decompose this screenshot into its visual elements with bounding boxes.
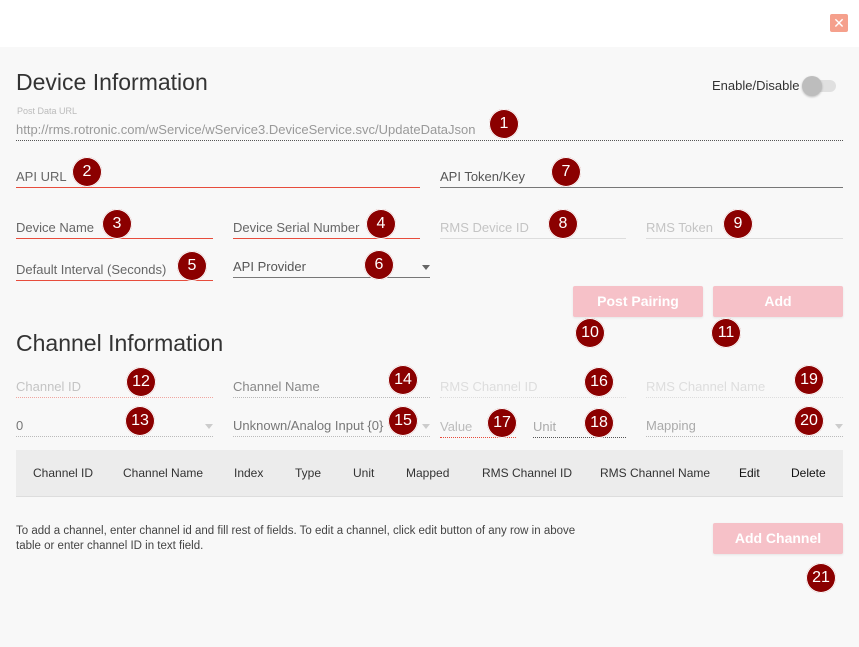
- value-field-label: Value: [440, 419, 473, 434]
- callout-badge-6: 6: [364, 250, 394, 280]
- device-name-label: Device Name: [16, 220, 95, 235]
- mapping-select-label: Mapping: [646, 418, 696, 433]
- post-data-url-value: http://rms.rotronic.com/wService/wService3.DeviceService.svc/UpdateDataJson: [16, 122, 476, 137]
- callout-badge-8: 8: [548, 209, 578, 239]
- type-select-value: Unknown/Analog Input {0}: [233, 418, 384, 433]
- api-token-field[interactable]: [440, 164, 843, 188]
- th-unit[interactable]: Unit: [353, 466, 375, 480]
- th-rms-channel-id[interactable]: RMS Channel ID: [482, 466, 573, 480]
- add-channel-button[interactable]: Add Channel: [713, 523, 843, 554]
- th-type[interactable]: Type: [295, 466, 322, 480]
- channel-help-text: To add a channel, enter channel id and fill rest of fields. To edit a channel, click edit button of any row in above table or enter channel ID in text field.: [16, 525, 576, 552]
- api-url-label: API URL: [16, 169, 67, 184]
- default-interval-label: Default Interval (Seconds): [16, 262, 167, 277]
- callout-badge-7: 7: [551, 157, 581, 187]
- rms-device-id-field[interactable]: [440, 215, 626, 239]
- th-delete: Delete: [791, 466, 826, 480]
- callout-badge-13: 13: [125, 406, 155, 436]
- channel-id-field[interactable]: [16, 374, 213, 398]
- close-icon[interactable]: ✕: [830, 14, 848, 32]
- dialog-top-bar: [0, 0, 859, 47]
- callout-badge-18: 18: [584, 408, 614, 438]
- api-provider-select[interactable]: [233, 254, 430, 278]
- callout-badge-19: 19: [794, 365, 824, 395]
- post-pairing-button[interactable]: Post Pairing: [573, 286, 703, 317]
- add-device-button[interactable]: Add: [713, 286, 843, 317]
- post-data-url-label: Post Data URL: [17, 106, 78, 116]
- chevron-down-icon: [422, 424, 430, 429]
- callout-badge-21: 21: [806, 563, 836, 593]
- chevron-down-icon: [835, 424, 843, 429]
- chevron-down-icon: [205, 424, 213, 429]
- callout-badge-10: 10: [575, 318, 605, 348]
- device-serial-number-label: Device Serial Number: [233, 220, 360, 235]
- callout-badge-2: 2: [72, 157, 102, 187]
- channel-name-label: Channel Name: [233, 379, 320, 394]
- th-channel-name[interactable]: Channel Name: [123, 466, 204, 480]
- callout-badge-12: 12: [126, 367, 156, 397]
- callout-badge-1: 1: [489, 109, 519, 139]
- th-index[interactable]: Index: [234, 466, 264, 480]
- callout-badge-5: 5: [177, 251, 207, 281]
- callout-badge-11: 11: [711, 318, 741, 348]
- callout-badge-17: 17: [487, 408, 517, 438]
- callout-badge-3: 3: [102, 209, 132, 239]
- device-form-panel: [0, 47, 859, 647]
- index-select-value: 0: [16, 418, 24, 433]
- callout-badge-16: 16: [584, 367, 614, 397]
- device-information-heading: Device Information: [16, 69, 208, 95]
- rms-device-id-label: RMS Device ID: [440, 220, 529, 235]
- channel-table-header: [16, 450, 843, 497]
- index-select[interactable]: [16, 413, 213, 437]
- rms-token-label: RMS Token: [646, 220, 713, 235]
- enable-toggle-knob[interactable]: [802, 76, 822, 96]
- th-mapped[interactable]: Mapped: [406, 466, 450, 480]
- enable-disable-label: Enable/Disable: [712, 78, 800, 93]
- api-provider-label: API Provider: [233, 259, 306, 274]
- th-edit: Edit: [739, 466, 760, 480]
- post-data-url-field[interactable]: [16, 117, 843, 141]
- rms-channel-id-label: RMS Channel ID: [440, 379, 538, 394]
- chevron-down-icon: [422, 265, 430, 270]
- callout-badge-4: 4: [366, 209, 396, 239]
- callout-badge-15: 15: [388, 406, 418, 436]
- th-channel-id[interactable]: Channel ID: [33, 466, 94, 480]
- unit-field-label: Unit: [533, 419, 557, 434]
- th-rms-channel-name[interactable]: RMS Channel Name: [600, 466, 711, 480]
- callout-badge-14: 14: [388, 365, 418, 395]
- callout-badge-9: 9: [723, 209, 753, 239]
- channel-id-label: Channel ID: [16, 379, 82, 394]
- api-token-label: API Token/Key: [440, 169, 526, 184]
- rms-channel-name-label: RMS Channel Name: [646, 379, 766, 394]
- callout-badge-20: 20: [794, 406, 824, 436]
- channel-information-heading: Channel Information: [16, 330, 224, 356]
